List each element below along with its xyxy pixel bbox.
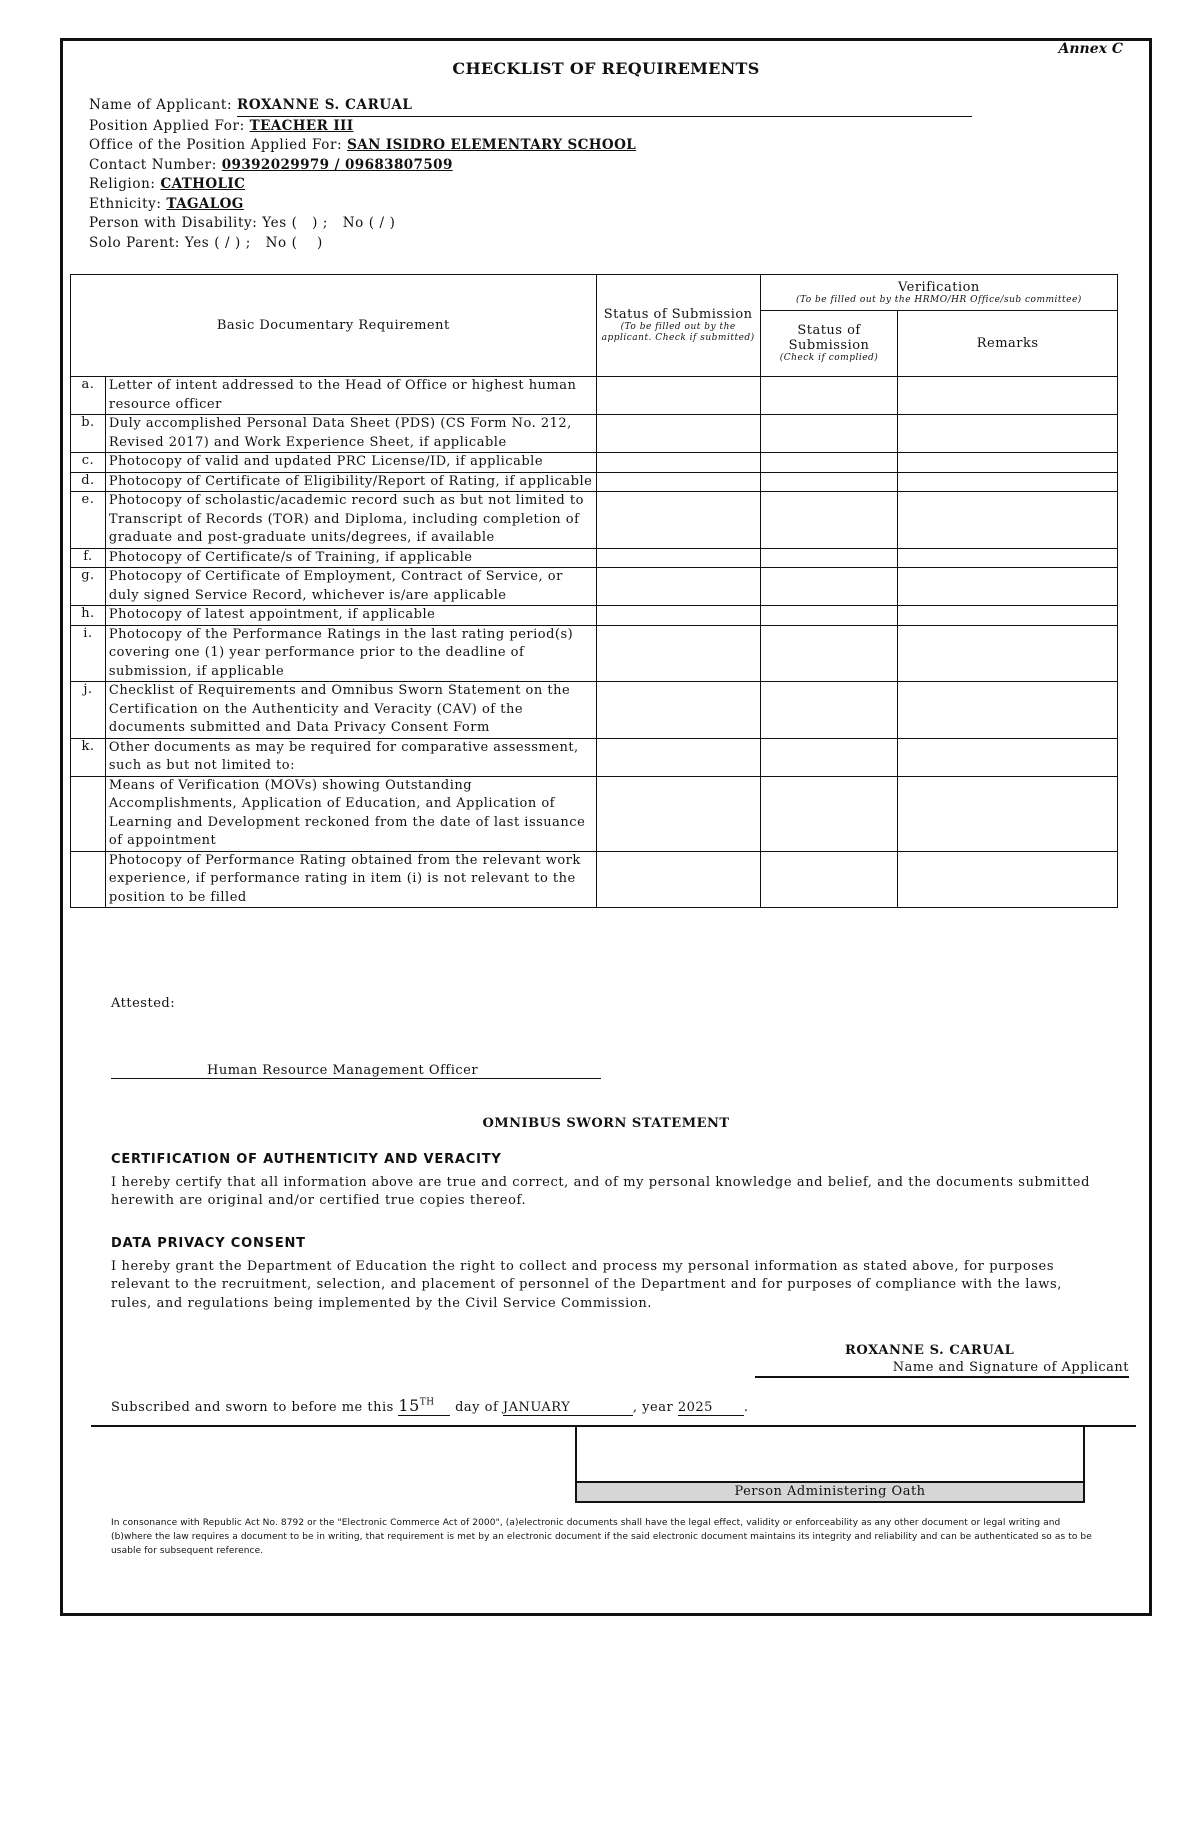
header-verification-note: (To be filled out by the HRMO/HR Office/sub committee): [795, 294, 1082, 305]
table-row: [71, 568, 1118, 606]
verify-cell[interactable]: [760, 625, 898, 682]
verify-cell[interactable]: [760, 377, 898, 415]
row-letter: a.: [71, 377, 106, 415]
row-requirement: Duly accomplished Personal Data Sheet (PDS) (CS Form No. 212, Revised 2017) and Work Experience Sheet, if applicable: [105, 415, 596, 453]
verify-cell[interactable]: [760, 568, 898, 606]
office-row: [89, 136, 989, 156]
status-cell[interactable]: [596, 492, 760, 549]
remarks-cell[interactable]: [898, 625, 1118, 682]
row-requirement: Checklist of Requirements and Omnibus Sworn Statement on the Certification on the Authenticity and Veracity (CAV) of the documents submitted and Data Privacy Consent Form: [105, 682, 596, 739]
header-requirement: Basic Documentary Requirement: [71, 275, 597, 377]
sworn-month[interactable]: JANUARY: [503, 1400, 633, 1416]
religion-value[interactable]: CATHOLIC: [160, 176, 246, 192]
header-ver-status-note: (Check if complied): [779, 353, 879, 363]
cav-text: I hereby certify that all information above are true and correct, and of my personal knowledge and belief, and the documents submitted herewith are original and/or certified true copies thereof.: [111, 1174, 1091, 1208]
status-cell[interactable]: [596, 776, 760, 851]
remarks-cell[interactable]: [898, 776, 1118, 851]
row-requirement: Photocopy of Performance Rating obtained from the relevant work experience, if performance rating in item (i) is not relevant to the position to be filled: [105, 851, 596, 908]
sworn-prefix: Subscribed and sworn to before me this: [111, 1400, 394, 1415]
table-row: [71, 548, 1118, 568]
hrmo-label: Human Resource Management Officer: [207, 1063, 479, 1078]
position-value[interactable]: TEACHER III: [249, 117, 354, 134]
row-requirement: Photocopy of Certificate of Employment, Contract of Service, or duly signed Service Record, whichever is/are applicable: [105, 568, 596, 606]
remarks-cell[interactable]: [898, 851, 1118, 908]
row-requirement: Means of Verification (MOVs) showing Outstanding Accomplishments, Application of Education, and Application of Learning and Development reckoned from the date of last issuance of appointment: [105, 776, 596, 851]
row-requirement: Other documents as may be required for comparative assessment, such as but not limited to:: [105, 738, 596, 776]
row-requirement: Photocopy of the Performance Ratings in the last rating period(s) covering one (1) year performance prior to the deadline of submission, if applicable: [105, 625, 596, 682]
header-status: [596, 275, 760, 377]
solo-parent-label: Solo Parent:: [89, 234, 180, 251]
position-row: [89, 117, 989, 137]
verify-cell[interactable]: [760, 548, 898, 568]
verify-cell[interactable]: [760, 738, 898, 776]
header-verification: [760, 275, 1117, 311]
requirements-table: [70, 274, 1118, 908]
header-remarks: Remarks: [898, 311, 1118, 377]
applicant-signature-line[interactable]: [755, 1360, 1129, 1378]
row-letter: b.: [71, 415, 106, 453]
name-label: Name of Applicant:: [89, 97, 233, 113]
status-cell[interactable]: [596, 377, 760, 415]
remarks-cell[interactable]: [898, 682, 1118, 739]
row-letter: [71, 851, 106, 908]
row-letter: c.: [71, 453, 106, 473]
omnibus-title: OMNIBUS SWORN STATEMENT: [482, 1116, 730, 1131]
remarks-cell[interactable]: [898, 738, 1118, 776]
ethnicity-value[interactable]: TAGALOG: [166, 195, 244, 212]
table-row: [71, 851, 1118, 908]
header-verification-label: Verification: [897, 279, 980, 295]
row-requirement: Photocopy of scholastic/academic record such as but not limited to Transcript of Records (TOR) and Diploma, including completion of graduate and post-graduate units/degrees, if available: [105, 492, 596, 549]
verify-cell[interactable]: [760, 606, 898, 626]
verify-cell[interactable]: [760, 682, 898, 739]
header-ver-status: [760, 311, 898, 377]
sworn-day[interactable]: [398, 1396, 450, 1416]
status-cell[interactable]: [596, 453, 760, 473]
pwd-row: [89, 214, 989, 234]
table-row: [71, 776, 1118, 851]
remarks-cell[interactable]: [898, 568, 1118, 606]
solo-parent-options[interactable]: Yes ( / ) ; No ( ): [184, 234, 323, 251]
table-row: [71, 606, 1118, 626]
name-row: [89, 96, 989, 117]
table-row: [71, 415, 1118, 453]
religion-row: [89, 175, 989, 195]
verify-cell[interactable]: [760, 776, 898, 851]
document-frame: [60, 38, 1152, 1616]
row-letter: f.: [71, 548, 106, 568]
ethnicity-label: Ethnicity:: [89, 195, 162, 212]
oath-signature-box[interactable]: [575, 1425, 1085, 1503]
applicant-signature-name: ROXANNE S. CARUAL: [845, 1343, 1015, 1358]
status-cell[interactable]: [596, 738, 760, 776]
footer-note: In consonance with Republic Act No. 8792 or the "Electronic Commerce Act of 2000", (a)electronic documents shall have the legal effect, validity or enforceability as any other document or legal writing and (b)where the law requires a document to be in writing, that requirement is met by an electronic document if the said electronic document maintains its integrity and reliability and can be authenticated so as to be usable for subsequent reference.: [111, 1518, 1092, 1556]
row-letter: g.: [71, 568, 106, 606]
sworn-year[interactable]: 2025: [678, 1400, 744, 1416]
applicant-info: [89, 96, 989, 253]
contact-label: Contact Number:: [89, 156, 217, 173]
status-cell[interactable]: [596, 625, 760, 682]
row-letter: h.: [71, 606, 106, 626]
applicant-signature-label: Name and Signature of Applicant: [892, 1360, 1129, 1375]
data-privacy-text: I hereby grant the Department of Education the right to collect and process my personal information as stated above, for purposes relevant to the recruitment, selection, and placement of personnel of the Department and for purposes of compliance with the laws, rules, and regulations being implemented by the Civil Service Commission.: [111, 1258, 1063, 1311]
row-requirement: Photocopy of latest appointment, if applicable: [105, 606, 596, 626]
status-cell[interactable]: [596, 851, 760, 908]
status-cell[interactable]: [596, 606, 760, 626]
row-requirement: Photocopy of Certificate/s of Training, if applicable: [105, 548, 596, 568]
office-label: Office of the Position Applied For:: [89, 137, 343, 153]
ethnicity-row: [89, 195, 989, 215]
cav-title: CERTIFICATION OF AUTHENTICITY AND VERACITY: [111, 1152, 502, 1167]
row-letter: j.: [71, 682, 106, 739]
sworn-day-suffix: TH: [419, 1397, 435, 1408]
solo-parent-row: [89, 234, 989, 254]
verify-cell[interactable]: [760, 492, 898, 549]
pwd-options[interactable]: Yes ( ) ; No ( / ): [262, 215, 396, 231]
remarks-cell[interactable]: [898, 472, 1118, 492]
remarks-cell[interactable]: [898, 548, 1118, 568]
verify-cell[interactable]: [760, 472, 898, 492]
sworn-year-label: , year: [632, 1400, 674, 1415]
status-cell[interactable]: [596, 415, 760, 453]
table-row: [71, 377, 1118, 415]
remarks-cell[interactable]: [898, 453, 1118, 473]
header-status-label: Status of Submission: [603, 307, 753, 322]
data-privacy-section: [111, 1235, 1101, 1313]
remarks-cell[interactable]: [898, 377, 1118, 415]
row-letter: d.: [71, 472, 106, 492]
status-cell[interactable]: [596, 472, 760, 492]
row-requirement: Photocopy of Certificate of Eligibility/Report of Rating, if applicable: [105, 472, 596, 492]
table-row: [71, 625, 1118, 682]
row-requirement: Letter of intent addressed to the Head of Office or highest human resource officer: [105, 377, 596, 415]
oath-label: Person Administering Oath: [577, 1481, 1083, 1501]
status-cell[interactable]: [596, 568, 760, 606]
sworn-day-value: 15: [398, 1396, 420, 1415]
contact-row: [89, 156, 989, 176]
pwd-label: Person with Disability:: [89, 215, 258, 231]
remarks-cell[interactable]: [898, 492, 1118, 549]
table-row: [71, 453, 1118, 473]
applicant-name[interactable]: ROXANNE S. CARUAL: [237, 96, 972, 117]
cav-section: [111, 1151, 1101, 1211]
table-row: [71, 492, 1118, 549]
annex-label: Annex C: [1058, 41, 1123, 57]
office-value[interactable]: SAN ISIDRO ELEMENTARY SCHOOL: [347, 137, 637, 153]
row-letter: k.: [71, 738, 106, 776]
hrmo-signature-line[interactable]: [111, 1063, 601, 1079]
table-row: [71, 738, 1118, 776]
verify-cell[interactable]: [760, 453, 898, 473]
row-letter: i.: [71, 625, 106, 682]
position-label: Position Applied For:: [89, 117, 245, 134]
table-row: [71, 682, 1118, 739]
religion-label: Religion:: [89, 176, 156, 192]
status-cell[interactable]: [596, 682, 760, 739]
row-requirement: Photocopy of valid and updated PRC License/ID, if applicable: [105, 453, 596, 473]
table-row: [71, 472, 1118, 492]
status-cell[interactable]: [596, 548, 760, 568]
header-ver-status-label: Status of Submission: [788, 323, 870, 353]
row-letter: [71, 776, 106, 851]
verify-cell[interactable]: [760, 415, 898, 453]
sworn-mid: day of: [455, 1400, 499, 1415]
sworn-end: .: [743, 1400, 749, 1415]
verify-cell[interactable]: [760, 851, 898, 908]
data-privacy-title: DATA PRIVACY CONSENT: [111, 1236, 306, 1251]
page-title: CHECKLIST OF REQUIREMENTS: [452, 59, 760, 78]
row-letter: e.: [71, 492, 106, 549]
contact-value[interactable]: 09392029979 / 09683807509: [221, 156, 453, 173]
attested-label: Attested:: [111, 996, 176, 1011]
remarks-cell[interactable]: [898, 606, 1118, 626]
header-status-note: (To be filled out by the applicant. Check if submitted): [601, 322, 755, 343]
sworn-statement: [111, 1396, 748, 1416]
remarks-cell[interactable]: [898, 415, 1118, 453]
